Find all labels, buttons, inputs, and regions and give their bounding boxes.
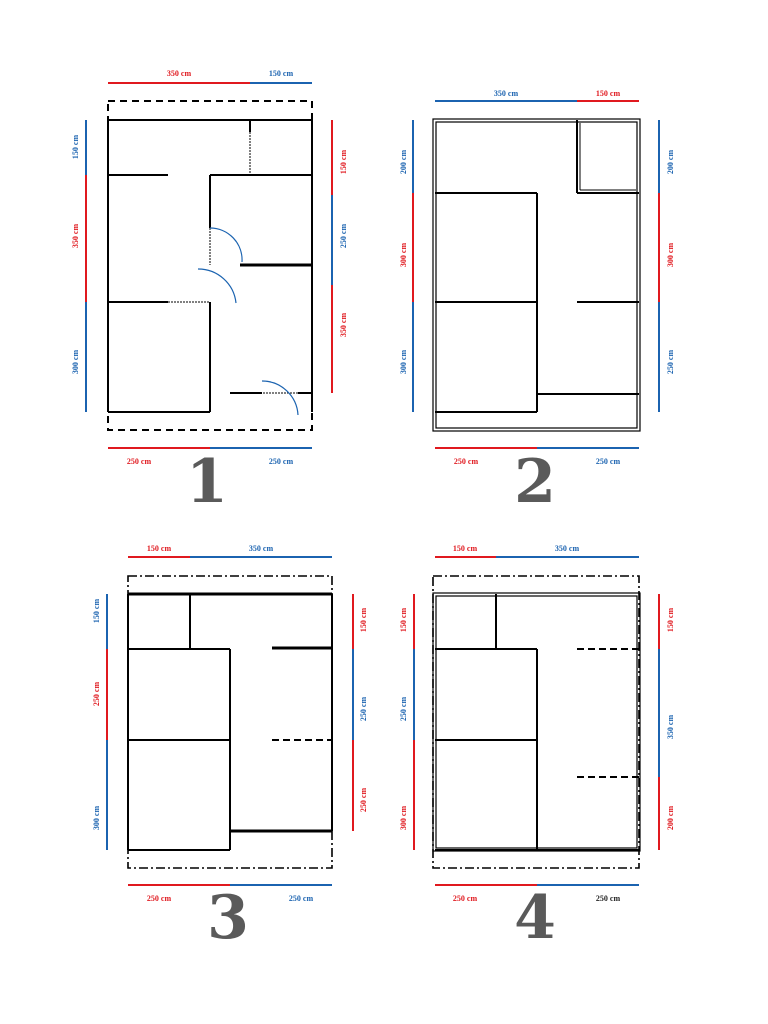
plan2-number: 2 <box>514 447 556 517</box>
plan2-walls <box>435 120 639 412</box>
plan3-left-dim-label: 300 cm <box>92 805 101 831</box>
plan4-right-dim-label: 350 cm <box>666 714 675 740</box>
plan4-left-dim-label: 250 cm <box>399 696 408 722</box>
plan4-left-dim-label: 300 cm <box>399 805 408 831</box>
plan1-top-dim-label: 350 cm <box>166 69 192 78</box>
floor-plan-2 <box>399 89 675 517</box>
plan1-left-dim-label: 150 cm <box>71 134 80 160</box>
plan2-top-dim-label: 350 cm <box>493 89 519 98</box>
floor-plan-1 <box>71 69 348 517</box>
plan3-right-dim-label: 250 cm <box>359 696 368 722</box>
plan1-left-dim-label: 300 cm <box>71 349 80 375</box>
plan1-bottom-dim-label: 250 cm <box>126 457 152 466</box>
plan2-bottom-dim-label: 250 cm <box>595 457 621 466</box>
plan3-walls <box>128 594 332 850</box>
plan1-left-dim-label: 350 cm <box>71 223 80 249</box>
plan2-right-dim-label: 250 cm <box>666 349 675 375</box>
plan2-bottom-dim-label: 250 cm <box>453 457 479 466</box>
plan3-right-dim-label: 250 cm <box>359 787 368 813</box>
door-swing-icon <box>198 269 236 303</box>
plan1-number: 1 <box>186 447 228 517</box>
plan3-bottom-dim-label: 250 cm <box>288 894 314 903</box>
plan4-right-dim-label: 150 cm <box>666 607 675 633</box>
plan1-right-dim-label: 250 cm <box>339 223 348 249</box>
plan1-top-dim-label: 150 cm <box>268 69 294 78</box>
door-swing-icon <box>262 381 298 415</box>
plan3-top-dim-label: 150 cm <box>146 544 172 553</box>
plan3-left-dim-label: 150 cm <box>92 598 101 624</box>
plan3-right-dim-label: 150 cm <box>359 607 368 633</box>
door-swing-icon <box>210 228 242 262</box>
plan1-right-dim-label: 150 cm <box>339 149 348 175</box>
plan2-right-dim-label: 300 cm <box>666 242 675 268</box>
plan4-bottom-dim-label: 250 cm <box>452 894 478 903</box>
plan4-bottom-dim-label: 250 cm <box>595 894 621 903</box>
plan4-top-dim-label: 350 cm <box>554 544 580 553</box>
plan2-left-dim-label: 300 cm <box>399 242 408 268</box>
plan1-door-swings <box>198 228 298 415</box>
plan2-right-dim-label: 200 cm <box>666 149 675 175</box>
plan3-top-dim-label: 350 cm <box>248 544 274 553</box>
plan3-bottom-dim-label: 250 cm <box>146 894 172 903</box>
plan2-left-dim-label: 300 cm <box>399 349 408 375</box>
floor-plan-4 <box>399 544 675 953</box>
plan1-openings <box>168 132 298 393</box>
plan2-left-dim-label: 200 cm <box>399 149 408 175</box>
plan1-bottom-dim-label: 250 cm <box>268 457 294 466</box>
plan1-right-dim-label: 350 cm <box>339 312 348 338</box>
plan4-right-dim-label: 200 cm <box>666 805 675 831</box>
plan3-left-dim-label: 250 cm <box>92 681 101 707</box>
plan3-number: 3 <box>207 883 249 953</box>
plan4-top-dim-label: 150 cm <box>452 544 478 553</box>
floor-plan-3 <box>92 544 368 953</box>
plan4-number: 4 <box>514 883 556 953</box>
plan4-left-dim-label: 150 cm <box>399 607 408 633</box>
plan4-walls <box>435 594 639 850</box>
plan2-top-dim-label: 150 cm <box>595 89 621 98</box>
